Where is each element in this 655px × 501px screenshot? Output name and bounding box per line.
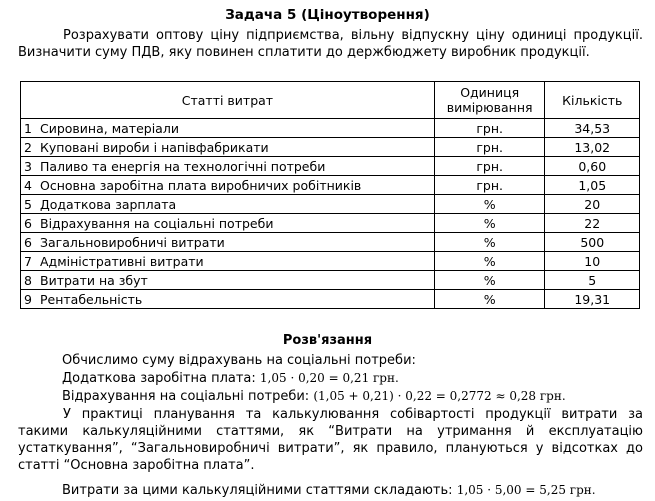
calc-line-1-label: Додаткова заробітна плата: <box>62 371 256 386</box>
quantity-cell: 1,05 <box>545 176 640 195</box>
quantity-cell: 13,02 <box>545 138 640 157</box>
calc-line-2-label: Відрахування на соціальні потреби: <box>62 389 310 404</box>
quantity-cell: 5 <box>545 271 640 290</box>
task-statement: Розрахувати оптову ціну підприємства, вільну відпускну ціну одиниці продукції. Визначити суму ПДВ, яку повинен сплатити до держбюджету виробник продукції. <box>18 28 643 60</box>
header-unit: Одиниця вимірювання <box>434 82 545 119</box>
row-number: 5 <box>24 196 32 212</box>
table-row <box>21 157 640 176</box>
solution-paragraph: У практиці планування та калькулювання собівартості продукції витрати за такими калькуляційними статтями, як “Витрати на утримання й експлуатацію устаткування”, “Загальновиробничі витрати”, як правило, плануються у відсотках до статті “Основна заробітна плата”. <box>18 407 643 473</box>
cost-item-cell <box>21 290 435 309</box>
cost-item-name: Загальновиробничі витрати <box>40 234 225 250</box>
unit-cell: грн. <box>434 119 545 138</box>
row-number: 8 <box>24 272 32 288</box>
unit-cell: % <box>434 290 545 309</box>
cost-item-name: Рентабельність <box>40 291 143 307</box>
unit-cell: % <box>434 195 545 214</box>
cost-item-name: Основна заробітна плата виробничих робітників <box>40 177 362 193</box>
table-row <box>21 214 640 233</box>
cost-item-name: Адміністративні витрати <box>40 253 204 269</box>
quantity-cell: 19,31 <box>545 290 640 309</box>
table-row <box>21 138 640 157</box>
quantity-cell: 20 <box>545 195 640 214</box>
row-number: 2 <box>24 139 32 155</box>
row-number: 1 <box>24 120 32 136</box>
solution-title: Розв'язання <box>282 333 373 348</box>
row-number: 6 <box>24 215 32 231</box>
calc-line-3 <box>62 482 596 499</box>
unit-cell: % <box>434 233 545 252</box>
row-number: 3 <box>24 158 32 174</box>
unit-cell: грн. <box>434 157 545 176</box>
task-title: Задача 5 (Ціноутворення) <box>225 7 430 23</box>
cost-item-cell <box>21 252 435 271</box>
cost-item-cell <box>21 271 435 290</box>
table-row <box>21 271 640 290</box>
cost-item-cell <box>21 138 435 157</box>
cost-item-name: Сировина, матеріали <box>40 120 179 136</box>
calc-line-1-formula: 1,05 · 0,20 = 0,21 грн. <box>259 371 399 385</box>
unit-cell: % <box>434 271 545 290</box>
cost-item-name: Додаткова зарплата <box>40 196 177 212</box>
calc-line-1 <box>62 370 399 387</box>
quantity-cell: 0,60 <box>545 157 640 176</box>
cost-item-cell <box>21 195 435 214</box>
row-number: 7 <box>24 253 32 269</box>
calc-line-3-formula: 1,05 · 5,00 = 5,25 грн. <box>456 483 596 497</box>
cost-item-name: Паливо та енергія на технологічні потреби <box>40 158 326 174</box>
unit-cell: грн. <box>434 176 545 195</box>
table-row <box>21 252 640 271</box>
table-row <box>21 176 640 195</box>
quantity-cell: 34,53 <box>545 119 640 138</box>
unit-cell: % <box>434 214 545 233</box>
calc-line-2-formula: (1,05 + 0,21) · 0,22 = 0,2772 ≈ 0,28 грн. <box>313 389 566 403</box>
table-row <box>21 233 640 252</box>
cost-item-name: Витрати на збут <box>40 272 148 288</box>
table-row <box>21 290 640 309</box>
cost-item-cell <box>21 233 435 252</box>
cost-item-name: Відрахування на соціальні потреби <box>40 215 274 231</box>
unit-cell: грн. <box>434 138 545 157</box>
calc-line-2 <box>62 388 566 405</box>
quantity-cell: 500 <box>545 233 640 252</box>
unit-cell: % <box>434 252 545 271</box>
row-number: 9 <box>24 291 32 307</box>
header-cost-items: Статті витрат <box>21 82 435 119</box>
row-number: 6 <box>24 234 32 250</box>
cost-items-table <box>20 81 640 309</box>
cost-item-cell <box>21 176 435 195</box>
table-row <box>21 195 640 214</box>
row-number: 4 <box>24 177 32 193</box>
header-quantity: Кількість <box>545 82 640 119</box>
cost-item-name: Куповані вироби і напівфабрикати <box>40 139 269 155</box>
cost-item-cell <box>21 157 435 176</box>
quantity-cell: 22 <box>545 214 640 233</box>
quantity-cell: 10 <box>545 252 640 271</box>
cost-item-cell <box>21 214 435 233</box>
cost-item-cell <box>21 119 435 138</box>
table-header-row <box>21 82 640 119</box>
calc-line-3-label: Витрати за цими калькуляційними статтями складають: <box>62 483 453 498</box>
table-row <box>21 119 640 138</box>
solution-intro: Обчислимо суму відрахувань на соціальні потреби: <box>62 353 416 368</box>
